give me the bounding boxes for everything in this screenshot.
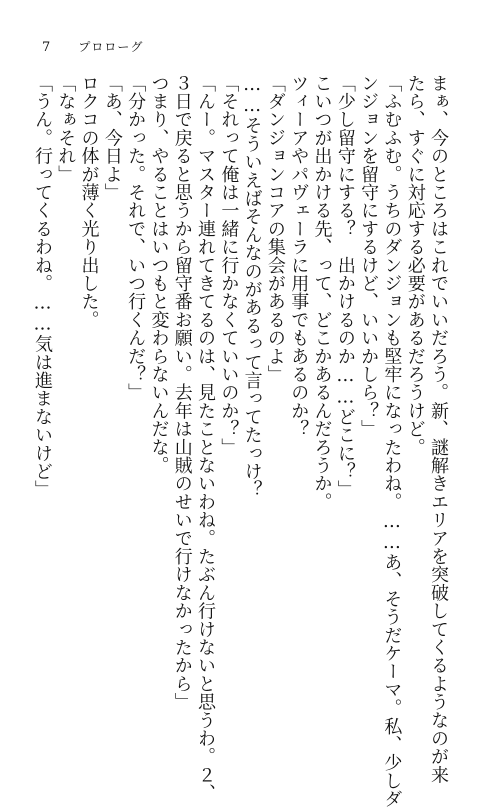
body-text bbox=[31, 74, 450, 808]
text-line: 「ダンジョンコアの集会があるのよ」 bbox=[264, 74, 286, 384]
text-line: ロクコの体が薄く光り出した。 bbox=[78, 74, 100, 329]
text-line: つまり、やることはいつもと変わらないんだな。 bbox=[148, 74, 170, 475]
page-number: 7 bbox=[42, 40, 51, 55]
text-line: 「それって俺は一緒に行かなくていいのか？」 bbox=[218, 74, 240, 457]
text-line: こいつが出かける先、って、どこかあるんだろうか。 bbox=[311, 74, 333, 511]
chapter-title: プロローグ bbox=[78, 40, 144, 54]
text-line: 「うん。行ってくるわね。……気は進まないけど」 bbox=[31, 74, 53, 499]
text-line: 「ふむふむ。うちのダンジョンも堅牢になったわね。……あ、そうだケーマ。私、少しダ bbox=[381, 74, 403, 808]
text-line: 「分かった。それで、いつ行くんだ？」 bbox=[125, 74, 147, 402]
text-line: ンジョンを留守にするけど、いいかしら？」 bbox=[358, 74, 380, 438]
text-line: ……そういえばそんなのがあるって言ってたっけ？ bbox=[241, 74, 263, 499]
page-header bbox=[42, 38, 143, 55]
text-line: 「なぁそれ」 bbox=[55, 74, 77, 184]
text-line: ３日で戻ると思うから留守番お願い。去年は山賊のせいで行けなかったから」 bbox=[171, 74, 193, 711]
text-line: ツィーアやパヴェーラに用事でもあるのか？ bbox=[288, 74, 310, 438]
text-line: 「んー。マスター連れてきてるのは、見たことないわね。たぶん行けないと思うわ。２、 bbox=[195, 74, 217, 802]
text-line: まぁ、今のところはこれでいいだろう。新、謎解きエリアを突破してくるようなのが来 bbox=[428, 74, 449, 784]
text-line: たら、すぐに対応する必要があるだろうけど。 bbox=[404, 74, 426, 457]
text-line: 「あ、今日よ」 bbox=[101, 74, 123, 202]
text-line: 「少し留守にする？ 出かけるのか……どこに？」 bbox=[334, 74, 356, 499]
